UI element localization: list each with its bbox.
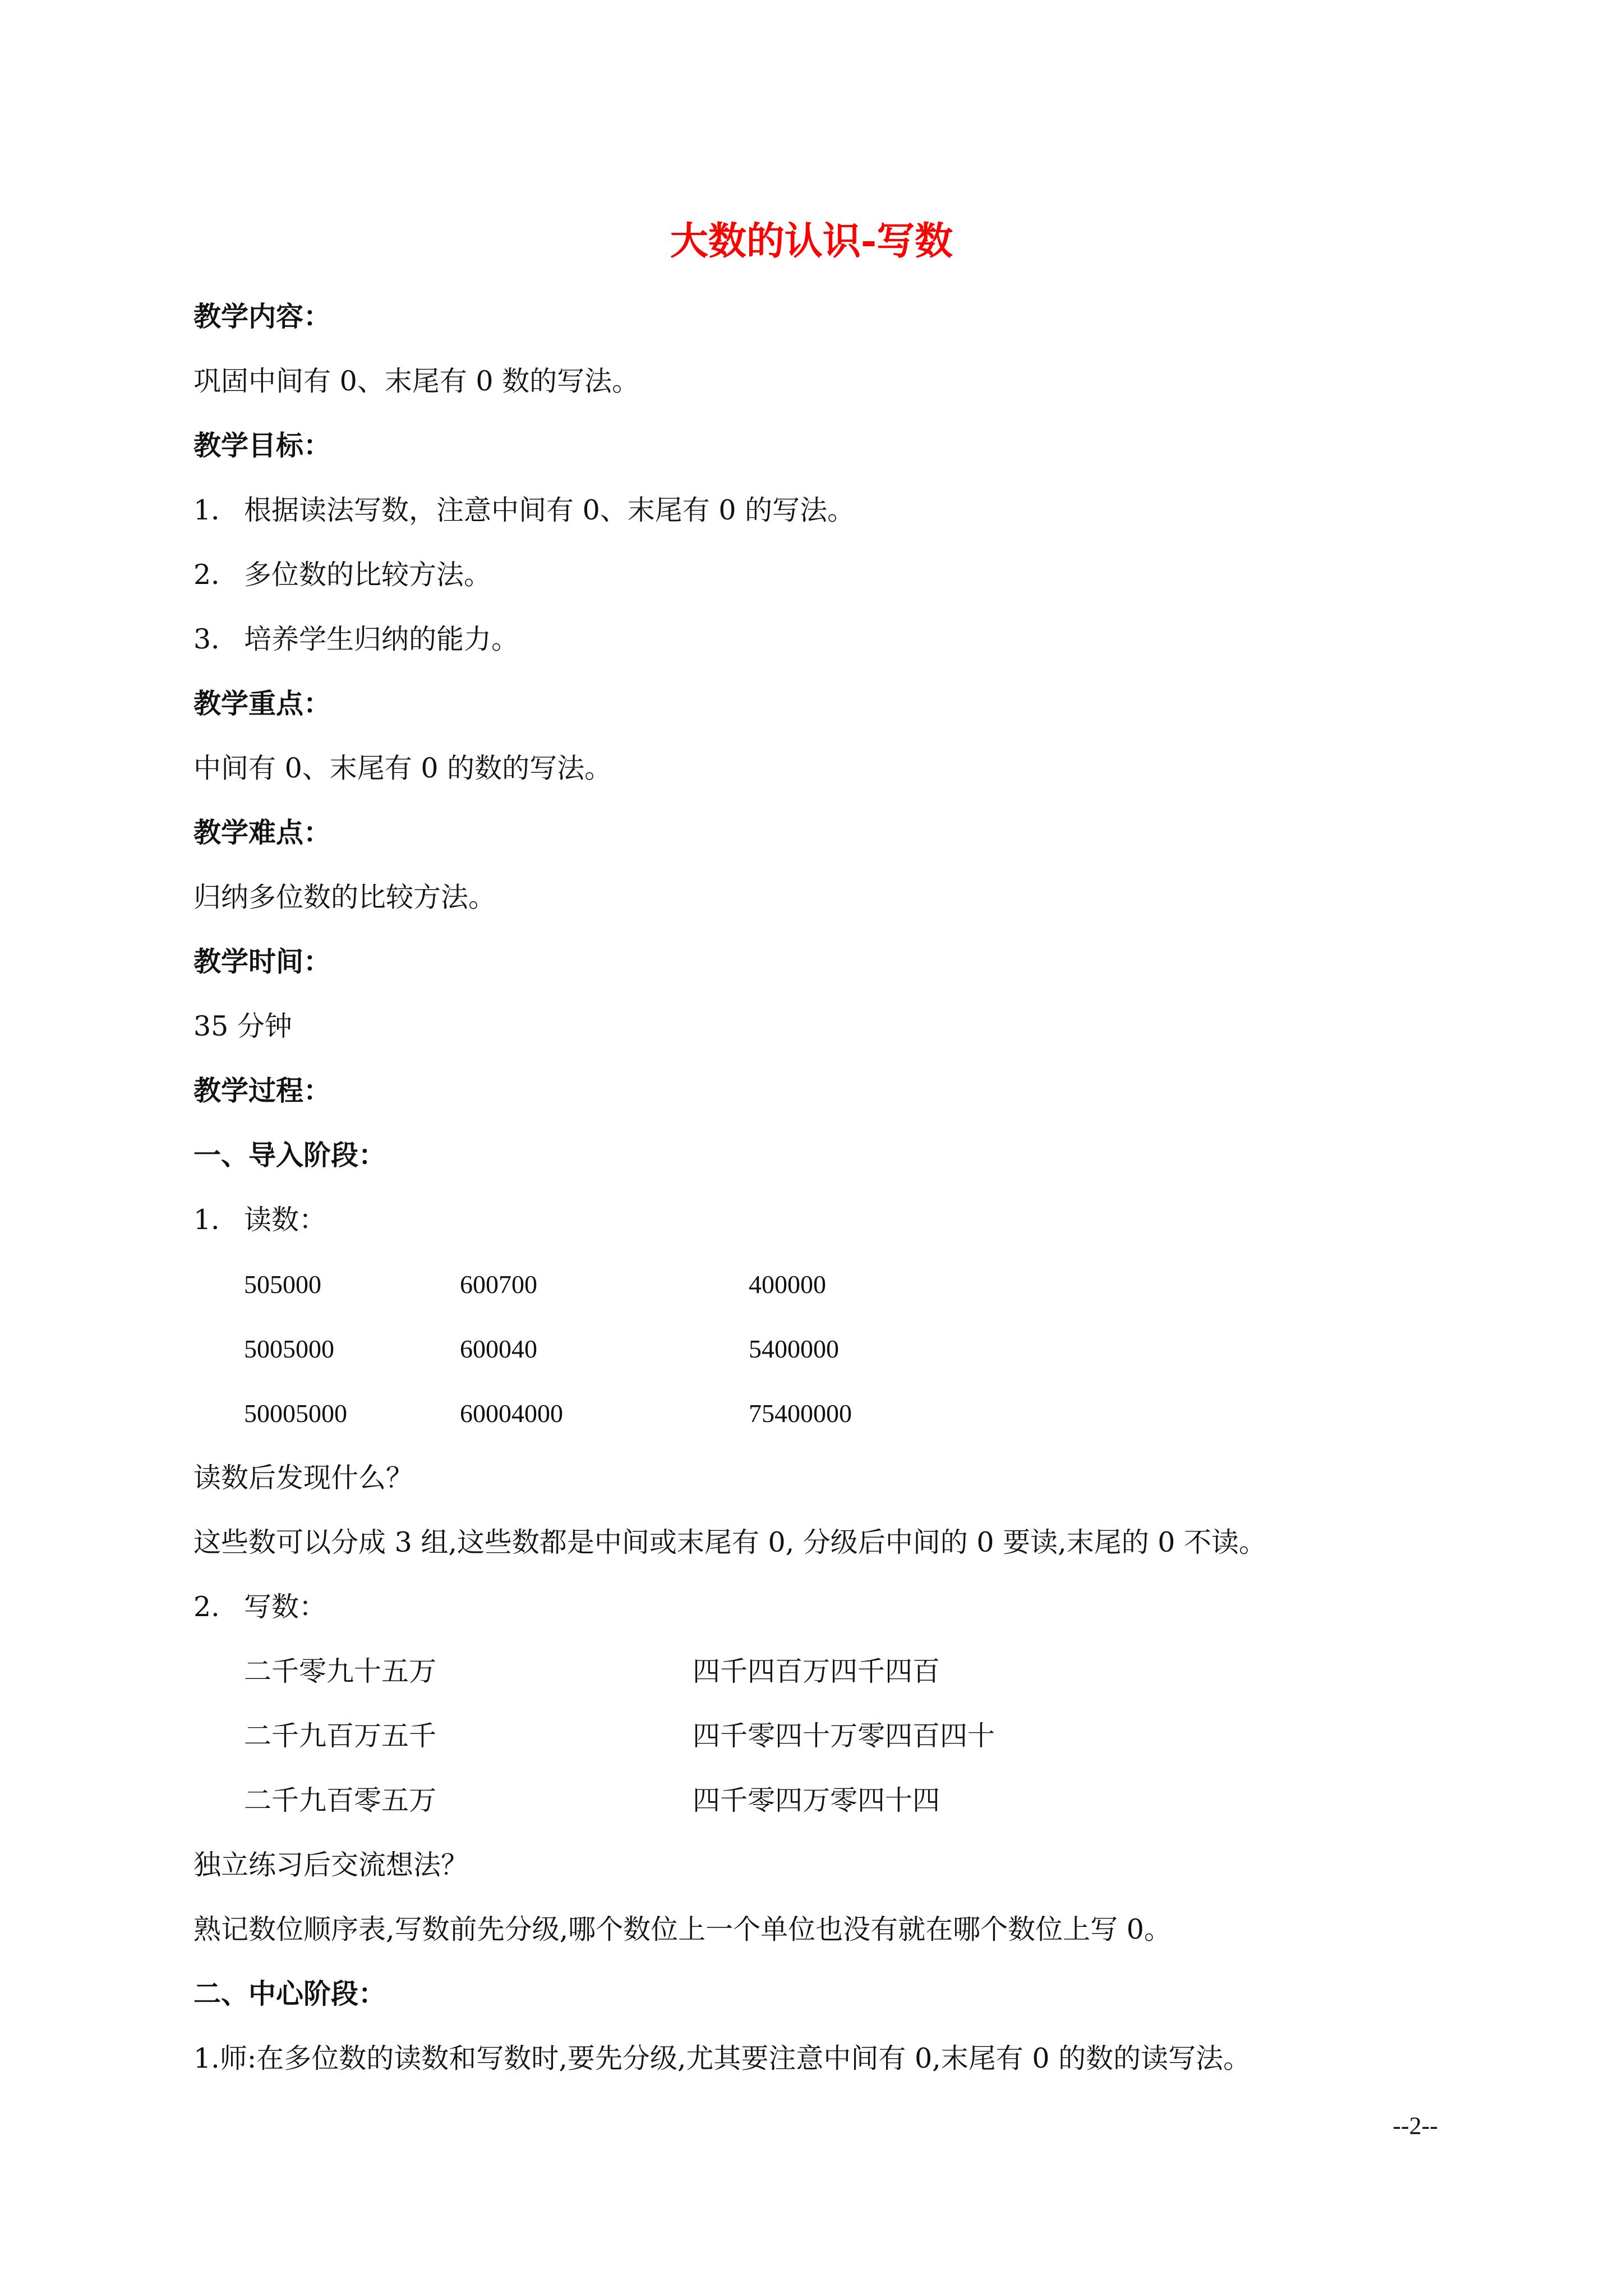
- read-label-text: 读数：: [244, 1204, 327, 1236]
- read-number: 600040: [460, 1335, 537, 1363]
- read-number: 600700: [460, 1270, 537, 1299]
- content-heading: 教学内容：: [193, 301, 331, 333]
- content-text: 巩固中间有 0、末尾有 0 数的写法。: [193, 365, 640, 397]
- difficulty-text: 归纳多位数的比较方法。: [193, 881, 496, 913]
- key-text: 中间有 0、末尾有 0 的数的写法。: [193, 752, 612, 784]
- read-number: 75400000: [749, 1399, 852, 1428]
- read-number: 505000: [244, 1270, 321, 1299]
- read-number: 400000: [749, 1270, 826, 1299]
- read-answer: 这些数可以分成 3 组,这些数都是中间或末尾有 0, 分级后中间的 0 要读,末尾的 0 不读。: [193, 1526, 1267, 1558]
- goal-item-2: [193, 553, 491, 597]
- goal-number: 2．: [193, 559, 239, 591]
- write-number: 二千九百万五千: [244, 1720, 437, 1752]
- goal-number: 3．: [193, 623, 239, 655]
- goal-item-3: [193, 617, 519, 662]
- read-question: 读数后发现什么？: [193, 1462, 414, 1494]
- write-number: 四千零四万零四十四: [693, 1784, 940, 1816]
- write-label: [193, 1585, 326, 1630]
- goal-text: 培养学生归纳的能力。: [244, 623, 519, 655]
- stage2-heading: 二、中心阶段：: [193, 1978, 386, 2010]
- write-answer: 熟记数位顺序表,写数前先分级,哪个数位上一个单位也没有就在哪个数位上写 0。: [193, 1913, 1172, 1945]
- document-title: 大数的认识-写数: [670, 219, 953, 264]
- write-question: 独立练习后交流想法？: [193, 1849, 469, 1881]
- read-label: [193, 1198, 326, 1243]
- goals-heading: 教学目标：: [193, 430, 331, 462]
- write-number: 四千四百万四千四百: [693, 1655, 940, 1687]
- goal-text: 多位数的比较方法。: [244, 559, 492, 591]
- read-number: 60004000: [460, 1399, 563, 1428]
- process-heading: 教学过程：: [193, 1075, 331, 1107]
- write-number: 二千零九十五万: [244, 1655, 437, 1687]
- write-label-text: 写数：: [244, 1591, 327, 1623]
- goal-text: 根据读法写数，注意中间有 0、末尾有 0 的写法。: [244, 494, 855, 526]
- read-number: 5400000: [749, 1335, 839, 1363]
- read-label-number: 1．: [193, 1204, 239, 1236]
- time-text: 35 分钟: [193, 1010, 292, 1042]
- goal-item-1: [193, 488, 855, 533]
- stage1-heading: 一、导入阶段：: [193, 1139, 386, 1171]
- difficulty-heading: 教学难点：: [193, 817, 331, 849]
- read-number: 50005000: [244, 1399, 347, 1428]
- write-number: 四千零四十万零四百四十: [693, 1720, 995, 1752]
- write-number: 二千九百零五万: [244, 1784, 437, 1816]
- goal-number: 1．: [193, 494, 239, 526]
- key-heading: 教学重点：: [193, 688, 331, 720]
- time-heading: 教学时间：: [193, 946, 331, 978]
- page-number: --2--: [1393, 2112, 1438, 2139]
- read-number: 5005000: [244, 1335, 334, 1363]
- stage2-text: 1.师:在多位数的读数和写数时,要先分级,尤其要注意中间有 0,末尾有 0 的数的读写法。: [193, 2042, 1251, 2074]
- write-label-number: 2.: [193, 1591, 220, 1623]
